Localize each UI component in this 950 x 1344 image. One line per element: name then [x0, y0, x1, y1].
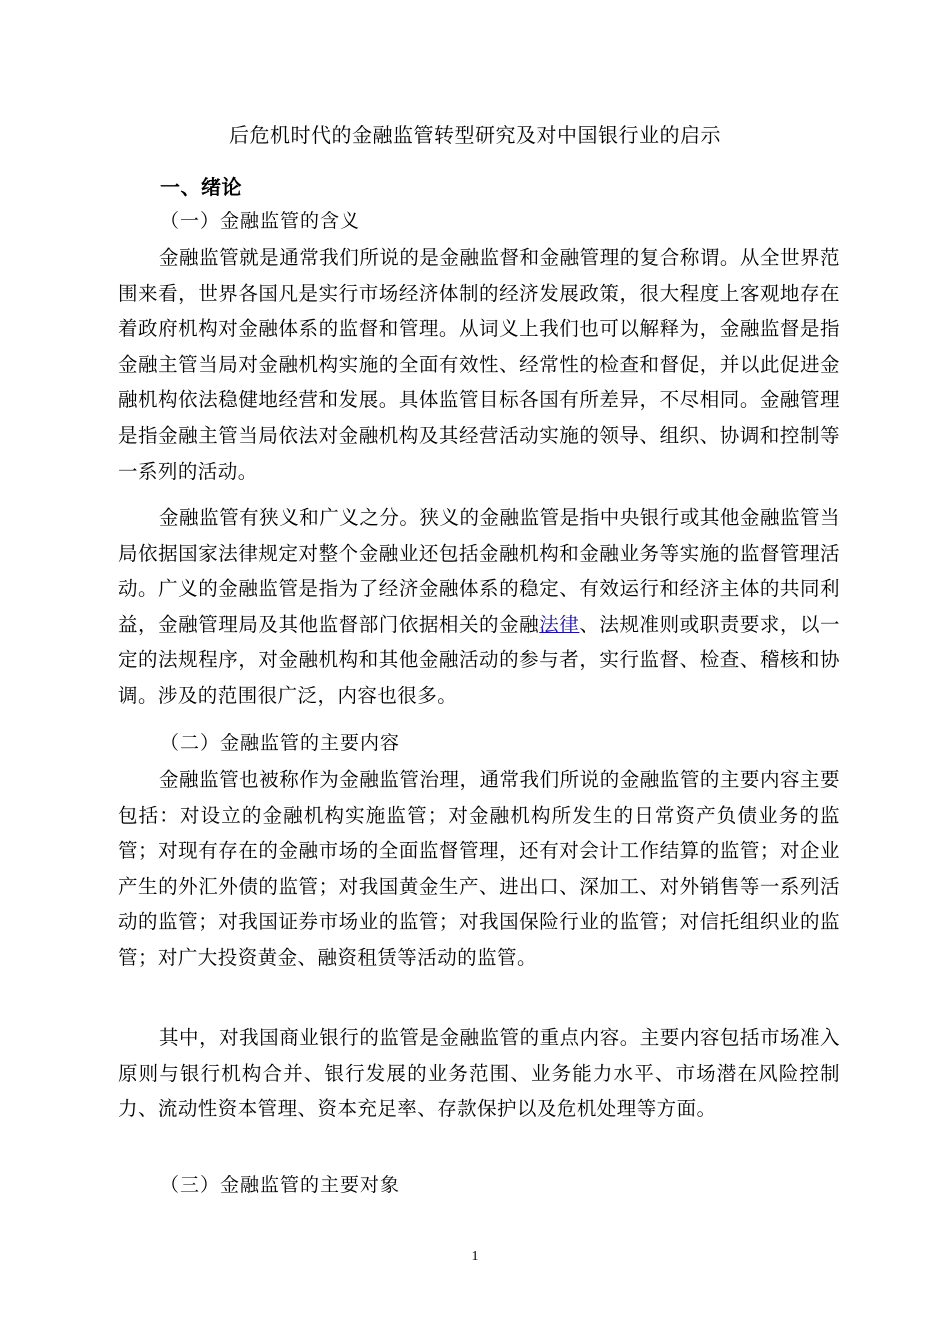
paragraph-main-content-2: 其中，对我国商业银行的监管是金融监管的重点内容。主要内容包括市场准入原则与银行机构合并、银行发展的业务范围、业务能力水平、市场潜在风险控制力、流动性资本管理、资本充足率、存款保护以及危机处理等方面。 — [118, 1026, 840, 1121]
section-heading-introduction: 一、绪论 — [160, 175, 242, 199]
subsection-heading-definition: （一）金融监管的含义 — [160, 210, 361, 232]
paragraph-definition-2 — [118, 500, 840, 714]
paragraph-text: 、法规准则或职责要求，以一定的法规程序，对金融机构和其他金融活动的参与者，实行监督、检查、稽核和协调。涉及的范围很广泛，内容也很多。 — [118, 612, 841, 707]
subsection-heading-main-content: （二）金融监管的主要内容 — [160, 732, 401, 754]
paragraph-text: 金融监管有狭义和广义之分。狭义的金融监管是指中央银行或其他金融监管当局依据国家法律规定对整个金融业还包括金融机构和金融业务等实施的监督管理活动。广义的金融监管是指为了经济金融体系的稳定、有效运行和经济主体的共同利益，金融管理局及其他监督部门依据相关的金融 — [118, 506, 840, 636]
law-link[interactable]: 法律 — [539, 612, 580, 636]
document-title: 后危机时代的金融监管转型研究及对中国银行业的启示 — [229, 123, 721, 147]
paragraph-main-content-1: 金融监管也被称作为金融监管治理，通常我们所说的金融监管的主要内容主要包括：对设立的金融机构实施监管；对金融机构所发生的日常资产负债业务的监管；对现有存在的金融市场的全面监督管理，还有对会计工作结算的监管；对企业产生的外汇外债的监管；对我国黄金生产、进出口、深加工、对外销售等一系列活动的监管；对我国证券市场业的监管；对我国保险行业的监管；对信托组织业的监管；对广大投资黄金、融资租赁等活动的监管。 — [118, 768, 840, 969]
subsection-heading-main-objects: （三）金融监管的主要对象 — [160, 1174, 401, 1196]
page-number: 1 — [471, 1249, 479, 1264]
paragraph-definition-1: 金融监管就是通常我们所说的是金融监督和金融管理的复合称谓。从全世界范围来看，世界各国凡是实行市场经济体制的经济发展政策，很大程度上客观地存在着政府机构对金融体系的监督和管理。从词义上我们也可以解释为，金融监督是指金融主管当局对金融机构实施的全面有效性、经常性的检查和督促，并以此促进金融机构依法稳健地经营和发展。具体监管目标各国有所差异，不尽相同。金融管理是指金融主管当局依法对金融机构及其经营活动实施的领导、组织、协调和控制等一系列的活动。 — [118, 246, 840, 483]
